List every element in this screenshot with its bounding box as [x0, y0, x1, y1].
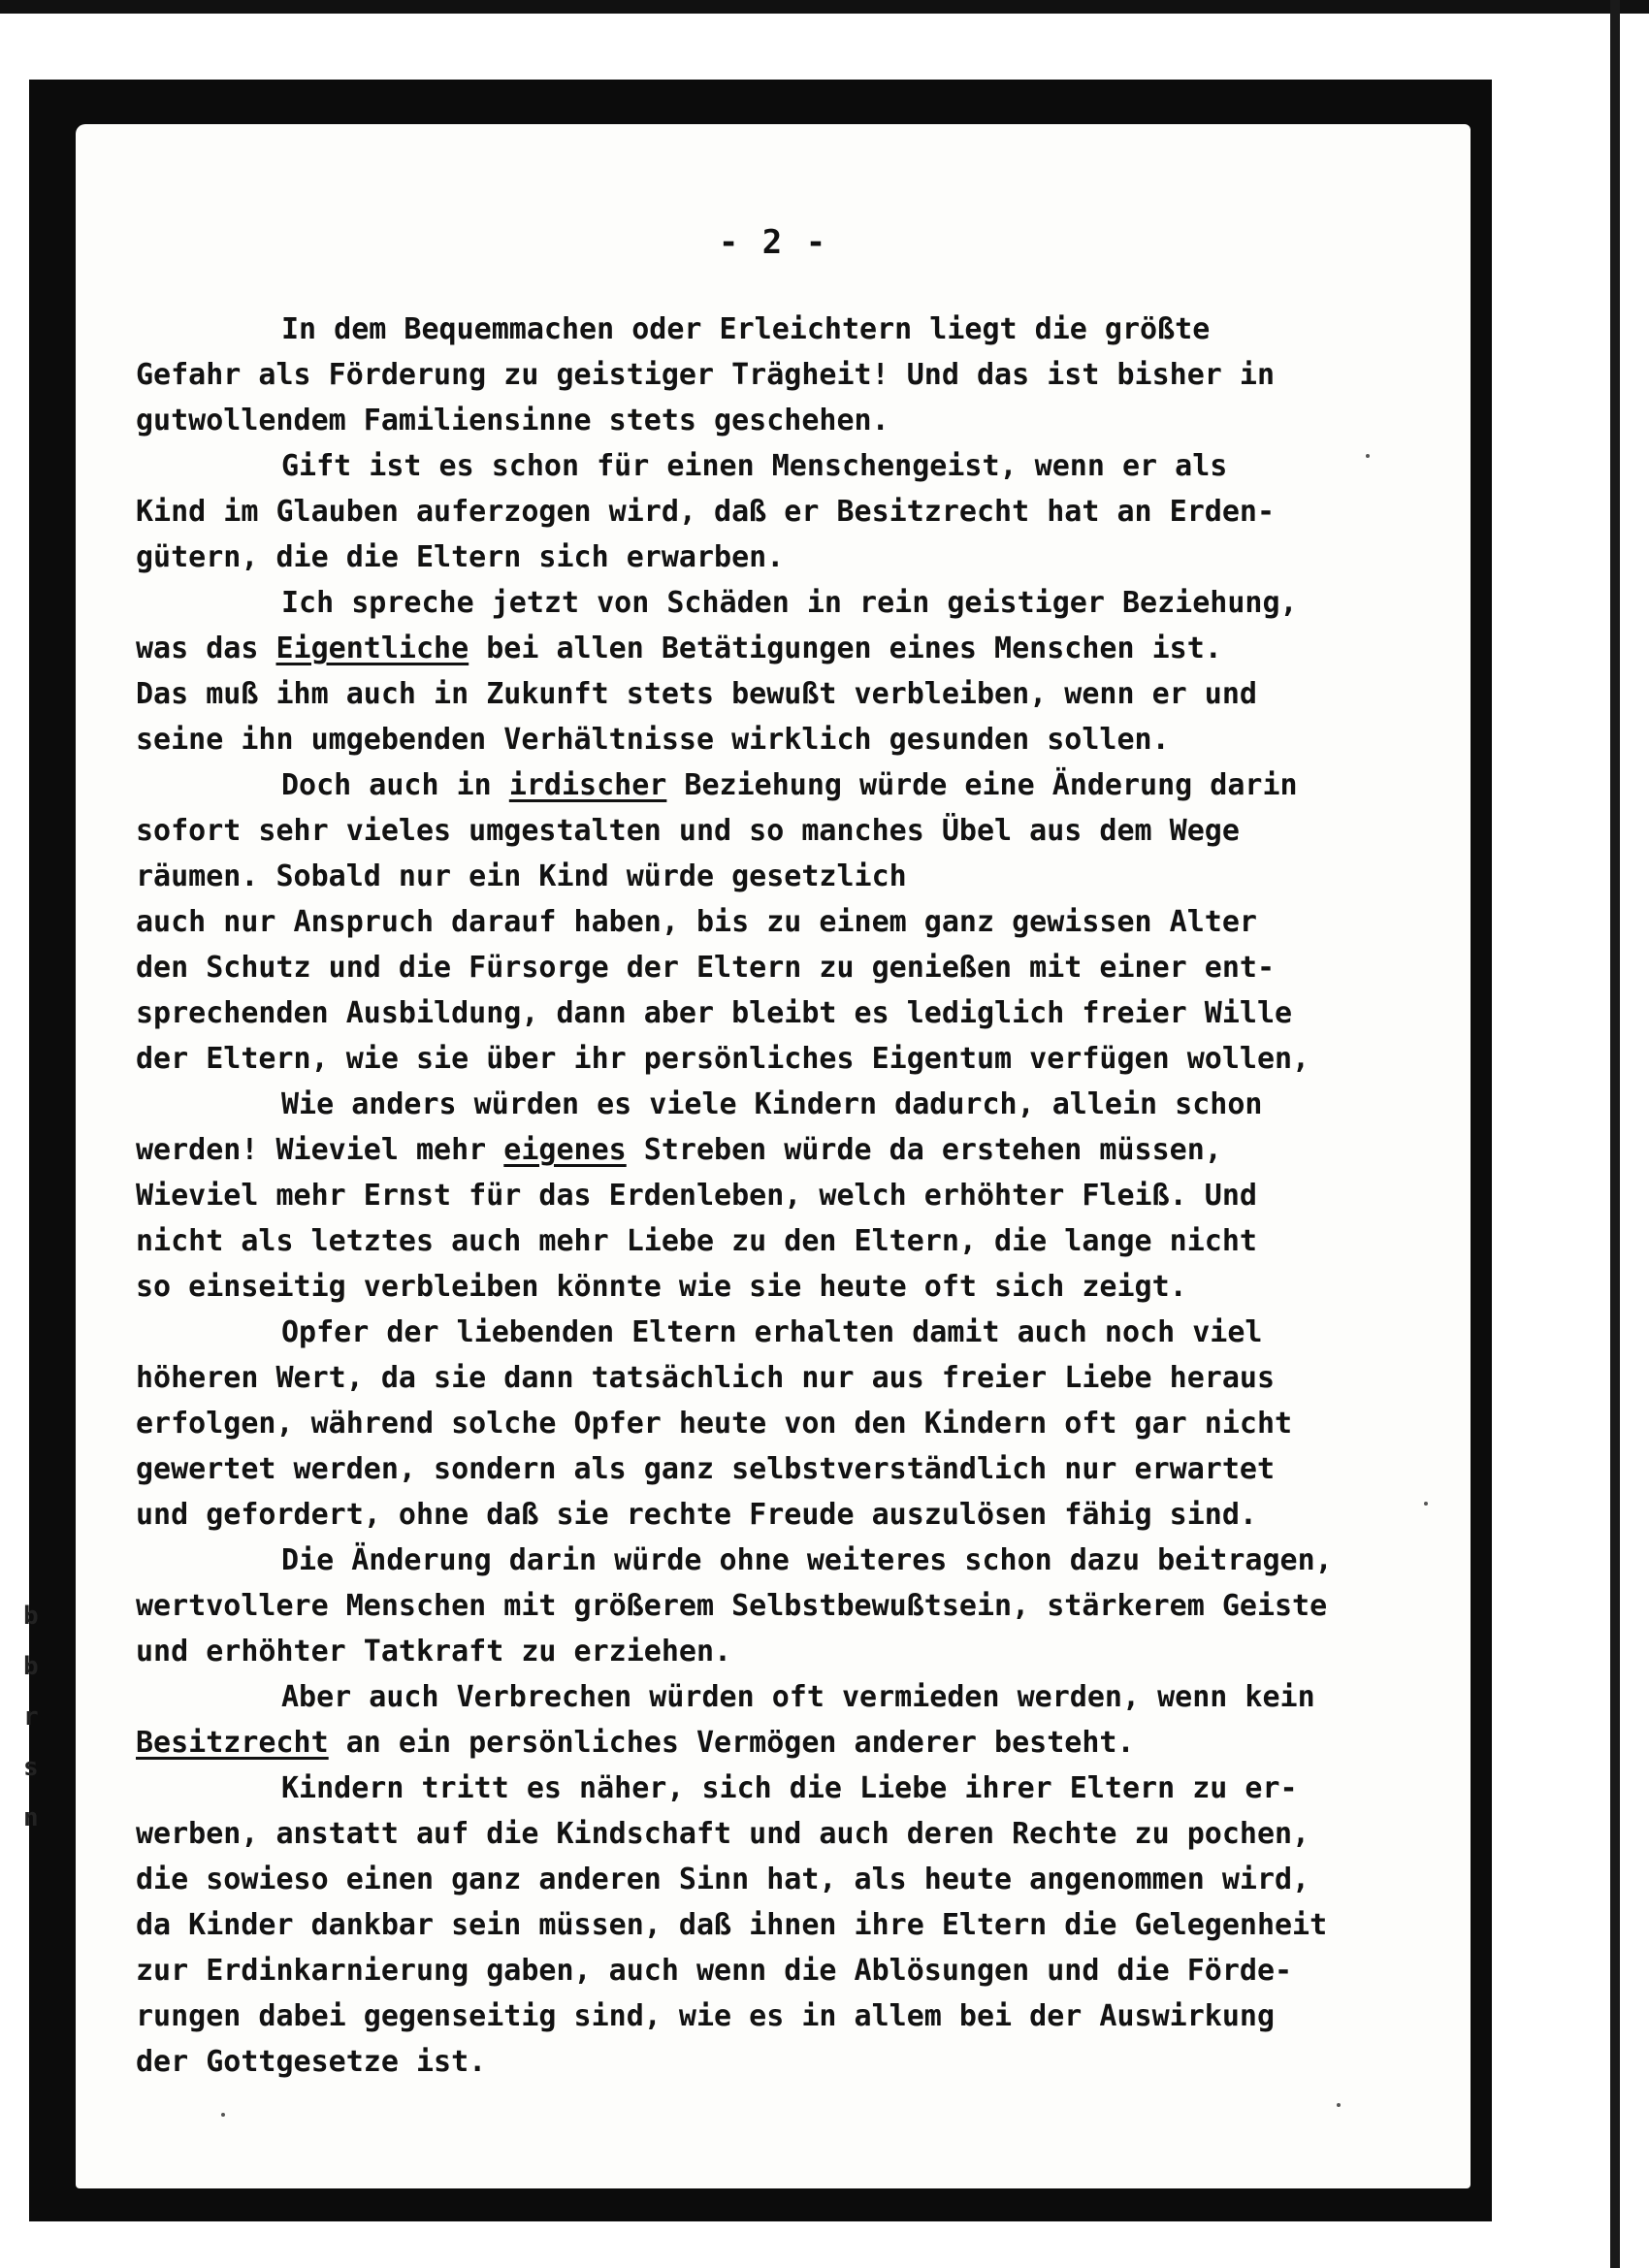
- scan-speck: [1366, 454, 1370, 458]
- text-line: zur Erdinkarnierung gaben, auch wenn die Ablösungen und die Förde-: [136, 1954, 1293, 1988]
- page-number: - 2 -: [718, 223, 828, 262]
- scan-right-edge: [1610, 0, 1620, 2268]
- text-line: werden! Wieviel mehr eigenes Streben würde da erstehen müssen,: [136, 1133, 1222, 1167]
- text-line: gutwollendem Familiensinne stets geschehen.: [136, 404, 889, 437]
- text-line: seine ihn umgebenden Verhältnisse wirklich gesunden sollen.: [136, 723, 1170, 757]
- text-line: In dem Bequemmachen oder Erleichtern liegt die größte: [281, 312, 1211, 346]
- text-line: und gefordert, ohne daß sie rechte Freude auszulösen fähig sind.: [136, 1498, 1257, 1532]
- text-line: was das Eigentliche bei allen Betätigungen eines Menschen ist.: [136, 632, 1222, 665]
- text-line: Opfer der liebenden Eltern erhalten damit auch noch viel: [281, 1315, 1263, 1349]
- text-line: werben, anstatt auf die Kindschaft und auch deren Rechte zu pochen,: [136, 1817, 1310, 1851]
- text-line: Ich spreche jetzt von Schäden in rein geistiger Beziehung,: [281, 586, 1298, 620]
- margin-mark: b: [23, 1602, 39, 1631]
- underlined-word: irdischer: [508, 768, 667, 802]
- margin-mark: s: [23, 1753, 39, 1782]
- underlined-word: Besitzrecht: [136, 1726, 329, 1760]
- text-line: gewertet werden, sondern als ganz selbstverständlich nur erwartet: [136, 1452, 1275, 1486]
- scan-top-border: [0, 0, 1649, 14]
- text-line: Wieviel mehr Ernst für das Erdenleben, welch erhöhter Fleiß. Und: [136, 1179, 1257, 1213]
- margin-mark: b: [23, 1652, 39, 1681]
- margin-mark: r: [23, 1702, 39, 1732]
- text-line: da Kinder dankbar sein müssen, daß ihnen ihre Eltern die Gelegenheit: [136, 1908, 1328, 1942]
- text-line: sofort sehr vieles umgestalten und so manches Übel aus dem Wege: [136, 814, 1240, 848]
- text-line: Doch auch in irdischer Beziehung würde eine Änderung darin: [281, 768, 1298, 802]
- text-line: der Eltern, wie sie über ihr persönliches Eigentum verfügen wollen,: [136, 1042, 1310, 1076]
- text-line: sprechenden Ausbildung, dann aber bleibt es lediglich freier Wille: [136, 996, 1293, 1030]
- text-line: Aber auch Verbrechen würden oft vermieden werden, wenn kein: [281, 1680, 1315, 1714]
- scan-speck: [221, 2113, 225, 2117]
- text-line: auch nur Anspruch darauf haben, bis zu einem ganz gewissen Alter: [136, 905, 1257, 939]
- text-line: und erhöhter Tatkraft zu erziehen.: [136, 1635, 732, 1669]
- text-line: so einseitig verbleiben könnte wie sie heute oft sich zeigt.: [136, 1270, 1187, 1304]
- text-line: räumen. Sobald nur ein Kind würde gesetzlich: [136, 859, 907, 893]
- text-line: Gift ist es schon für einen Menschengeist, wenn er als: [281, 449, 1228, 483]
- underlined-word: Eigentliche: [275, 632, 469, 665]
- typewritten-page: [76, 124, 1471, 2188]
- text-line: Kind im Glauben auferzogen wird, daß er Besitzrecht hat an Erden-: [136, 495, 1275, 529]
- text-line: Kindern tritt es näher, sich die Liebe ihrer Eltern zu er-: [281, 1771, 1298, 1805]
- text-line: höheren Wert, da sie dann tatsächlich nur aus freier Liebe heraus: [136, 1361, 1275, 1395]
- margin-mark: n: [23, 1803, 39, 1832]
- text-line: nicht als letztes auch mehr Liebe zu den Eltern, die lange nicht: [136, 1224, 1257, 1258]
- text-line: Wie anders würden es viele Kindern dadurch, allein schon: [281, 1087, 1263, 1121]
- text-line: Das muß ihm auch in Zukunft stets bewußt verbleiben, wenn er und: [136, 677, 1257, 711]
- text-line: der Gottgesetze ist.: [136, 2045, 487, 2079]
- text-line: Besitzrecht an ein persönliches Vermögen anderer besteht.: [136, 1726, 1135, 1760]
- text-line: gütern, die die Eltern sich erwarben.: [136, 540, 785, 574]
- underlined-word: eigenes: [503, 1133, 627, 1167]
- text-line: erfolgen, während solche Opfer heute von den Kindern oft gar nicht: [136, 1407, 1293, 1441]
- text-line: Gefahr als Förderung zu geistiger Trägheit! Und das ist bisher in: [136, 358, 1275, 392]
- text-line: Die Änderung darin würde ohne weiteres schon dazu beitragen,: [281, 1543, 1333, 1577]
- text-line: den Schutz und die Fürsorge der Eltern zu genießen mit einer ent-: [136, 951, 1275, 985]
- text-line: wertvollere Menschen mit größerem Selbstbewußtsein, stärkerem Geiste: [136, 1589, 1328, 1623]
- margin-marks: [23, 1591, 43, 1843]
- scan-speck: [1424, 1502, 1428, 1506]
- text-line: rungen dabei gegenseitig sind, wie es in allem bei der Auswirkung: [136, 1999, 1275, 2033]
- scan-speck: [1337, 2103, 1341, 2107]
- text-line: die sowieso einen ganz anderen Sinn hat, als heute angenommen wird,: [136, 1863, 1310, 1896]
- body-text: [136, 307, 1436, 2085]
